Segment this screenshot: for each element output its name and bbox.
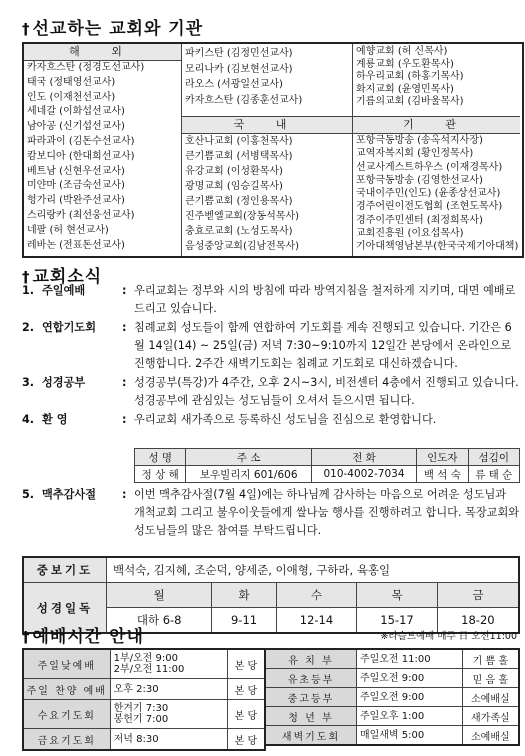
overseas-missionary: 미얀마 (조금숙선교사) xyxy=(27,180,125,192)
domestic-header: 국 내 xyxy=(182,117,352,134)
church-support-list xyxy=(353,44,520,117)
news-section-title: † 교회소식 xyxy=(22,267,103,287)
org-entry: 경주이주민센터 (최정희목사) xyxy=(356,214,483,226)
schedule-name: 주일낮예배 xyxy=(23,649,110,679)
schedule-row xyxy=(265,649,519,669)
schedule-name: 중고등부 xyxy=(265,688,356,707)
schedule-name: 주일 찬양 예배 xyxy=(23,679,110,700)
overseas-header: 해 외 xyxy=(24,44,181,61)
worship-section-title: † 예배시간 안내 xyxy=(22,627,144,647)
missionary-entry: 라오스 (서광일선교사) xyxy=(185,79,283,90)
schedule-row xyxy=(23,700,265,729)
schedule-time: 주일오후 1:00 xyxy=(356,707,462,726)
schedule-row xyxy=(23,679,265,700)
schedule-place: 본 당 xyxy=(227,729,265,751)
mission-section-title: † 선교하는 교회와 기관 xyxy=(22,19,204,39)
overseas-missionary: 남아공 (신기섭선교사) xyxy=(27,121,125,133)
schedule-row xyxy=(23,729,265,751)
schedule-time: 오후 2:30 xyxy=(110,679,227,700)
cross-icon: † xyxy=(22,20,31,38)
schedule-time: 주일오전 9:00 xyxy=(356,669,462,688)
org-entry: 교역자복지회 (황인정목사) xyxy=(356,148,474,160)
missionary-entry: 모리나카 (김보현선교사) xyxy=(185,63,293,75)
domestic-church: 진주벧엘교회(장동석목사) xyxy=(185,211,300,222)
org-entry: 포항극동방송 (송옥석지사장) xyxy=(356,135,483,146)
schedule-place: 소예배실 xyxy=(462,688,519,707)
domestic-church: 유강교회 (이성환목사) xyxy=(185,166,283,177)
overseas-missionary: 태국 (정태영선교사) xyxy=(27,76,116,88)
schedule-place: 본 당 xyxy=(227,700,265,729)
overseas-missionary: 캄보디아 (한대희선교사) xyxy=(27,150,135,162)
schedule-row xyxy=(23,649,265,679)
news-item-thanksgiving: 5. 맥추감사절 : 이번 맥추감사절(7월 4일)에는 하나님께 감사하는 마음으로 어려운 성도님과 개척교회 그리고 불우이웃들에게 쌀나눔 행사를 진행하려고 합니다. 목장교회와 성도님들의 많은 참여를 부탁드립니다. xyxy=(22,488,520,537)
schedule-time: 한겨기 7:30 봉헌기 7:00 xyxy=(110,700,227,729)
worship-note: ※라슬트예배 매주 日 오전11:00 xyxy=(380,631,517,642)
church-entry: 하우리교회 (하홍기목사) xyxy=(356,71,464,82)
worship-schedule-right xyxy=(264,648,520,746)
schedule-time: 매일새벽 5:00 xyxy=(356,726,462,746)
overseas-missionary: 레바논 (전표돈선교사) xyxy=(27,239,125,251)
overseas-missionary: 파라과이 (김돈수선교사) xyxy=(27,135,135,147)
missionary-entry: 카자흐스탄 (김종훈선교사) xyxy=(185,94,303,106)
schedule-row xyxy=(265,688,519,707)
domestic-church: 호산나교회 (이홍천목사) xyxy=(185,136,293,147)
mission-table xyxy=(22,42,524,258)
schedule-time: 주일오전 9:00 xyxy=(356,688,462,707)
church-entry: 화지교회 (윤영민목사) xyxy=(356,83,454,95)
org-entry: 선교사게스트하우스 (이재경목사) xyxy=(356,161,503,173)
schedule-row xyxy=(265,726,519,746)
prayer-reading-table: 중보기도 백석숙, 김지혜, 조순덕, 양세준, 이애형, 구하라, 육홍일 성경일독 월 화 수 목 금 대하 6-8 9-11 12-14 15-17 18-20 xyxy=(22,556,520,634)
overseas-missionary: 네팔 (허 현선교사) xyxy=(27,224,109,236)
schedule-row xyxy=(265,707,519,726)
domestic-church: 음성중앙교회(김남전목사) xyxy=(185,241,300,252)
overseas-missionary: 베트남 (신현우선교사) xyxy=(27,165,125,177)
domestic-church: 큰기쁨교회 (정인용목사) xyxy=(185,196,293,207)
church-entry: 예향교회 (허 신목사) xyxy=(356,46,448,57)
schedule-place: 기 쁨 홀 xyxy=(462,649,519,669)
church-entry: 계룡교회 (우도환목사) xyxy=(356,58,454,70)
domestic-church: 큰기쁨교회 (서병택목사) xyxy=(185,151,293,162)
schedule-name: 새벽기도회 xyxy=(265,726,356,746)
overseas-column xyxy=(24,44,182,256)
schedule-time: 주일오전 11:00 xyxy=(356,649,462,669)
org-entry: 포항극동방송 (김영한선교사) xyxy=(356,174,483,186)
news-item: 2. 연합기도회 : 침례교회 성도들이 함께 연합하여 기도회를 계속 진행되고 있습니다. 기간은 6월 14일(14) ~ 25일(금) 저녁 7:30~9:10까지 12일간 본당에서 온라인으로 진행합니다. 2주간 새벽기도회는 침례교 기도회로 대신하겠습니다. xyxy=(22,321,512,370)
news-item: 1. 주일예배 : 우리교회는 정부와 시의 방침에 따라 방역지침을 철저하게 지키며, 대면 예배로 드리고 있습니다. xyxy=(22,284,516,315)
overseas-list xyxy=(24,61,181,253)
schedule-name: 청 년 부 xyxy=(265,707,356,726)
org-entry: 국내이주민(인도) (윤종상선교사) xyxy=(356,188,501,200)
reading-label: 성경일독 xyxy=(23,583,107,634)
prayer-names: 백석숙, 김지혜, 조순덕, 양세준, 이애형, 구하라, 육홍일 xyxy=(107,557,520,583)
schedule-name: 유 치 부 xyxy=(265,649,356,669)
org-entry: 교회진흥원 (이요섭목사) xyxy=(356,228,464,240)
worship-schedule-left xyxy=(22,648,266,751)
domestic-column xyxy=(182,117,353,256)
prayer-label: 중보기도 xyxy=(23,557,107,583)
domestic-church: 광명교회 (임승길목사) xyxy=(185,181,283,192)
schedule-name: 유초등부 xyxy=(265,669,356,688)
org-header: 기 관 xyxy=(353,117,520,134)
overseas-missionary: 인도 (이재천선교사) xyxy=(27,91,116,103)
missionary-entry: 파키스탄 (김정민선교사) xyxy=(185,48,293,59)
org-column xyxy=(353,117,520,256)
overseas-missionary: 세네갈 (이화섭선교사) xyxy=(27,106,125,118)
schedule-row xyxy=(265,669,519,688)
overseas-missionary: 헝가리 (박완주선교사) xyxy=(27,195,125,207)
news-item: 4. 환 영 : 우리교회 새가족으로 등록하신 성도님을 진심으로 환영합니다. xyxy=(22,413,437,426)
cross-icon: † xyxy=(22,628,31,646)
cross-icon: † xyxy=(22,268,31,286)
schedule-time: 저녁 8:30 xyxy=(110,729,227,751)
org-entry: 경주어린이전도협회 (조현도목사) xyxy=(356,201,503,213)
overseas-missionary: 카자흐스탄 (정경도선교사) xyxy=(27,62,145,73)
missionary-list-2 xyxy=(182,44,353,117)
org-entry: 기아대책영남본부(한국국제기아대책) xyxy=(356,241,519,253)
schedule-place: 본 당 xyxy=(227,649,265,679)
news-item: 3. 성경공부 : 성경공부(특강)가 4주간, 오후 2시~3시, 비전센터 4층에서 진행되고 있습니다. 성경공부에 관심있는 성도님들이 오셔서 듣으시면 됩니다. xyxy=(22,376,519,407)
schedule-name: 수요기도회 xyxy=(23,700,110,729)
church-entry: 기름의교회 (김바울목사) xyxy=(356,96,464,107)
domestic-church: 충효로교회 (노성도목사) xyxy=(185,226,293,237)
schedule-place: 본 당 xyxy=(227,679,265,700)
overseas-missionary: 스리랑카 (최선웅선교사) xyxy=(27,209,135,221)
schedule-place: 믿 음 홀 xyxy=(462,669,519,688)
schedule-name: 금요기도회 xyxy=(23,729,110,751)
schedule-time: 1부/오전 9:00 2부/오전 11:00 xyxy=(110,649,227,679)
schedule-place: 새가족실 xyxy=(462,707,519,726)
schedule-place: 소예배실 xyxy=(462,726,519,746)
welcome-table: 성 명 주 소 전 화 인도자 섬김이 정 상 해 보우빌리지 601/606 010-4002-7034 백 석 숙 류 태 순 xyxy=(134,448,520,483)
news-list xyxy=(22,282,520,429)
